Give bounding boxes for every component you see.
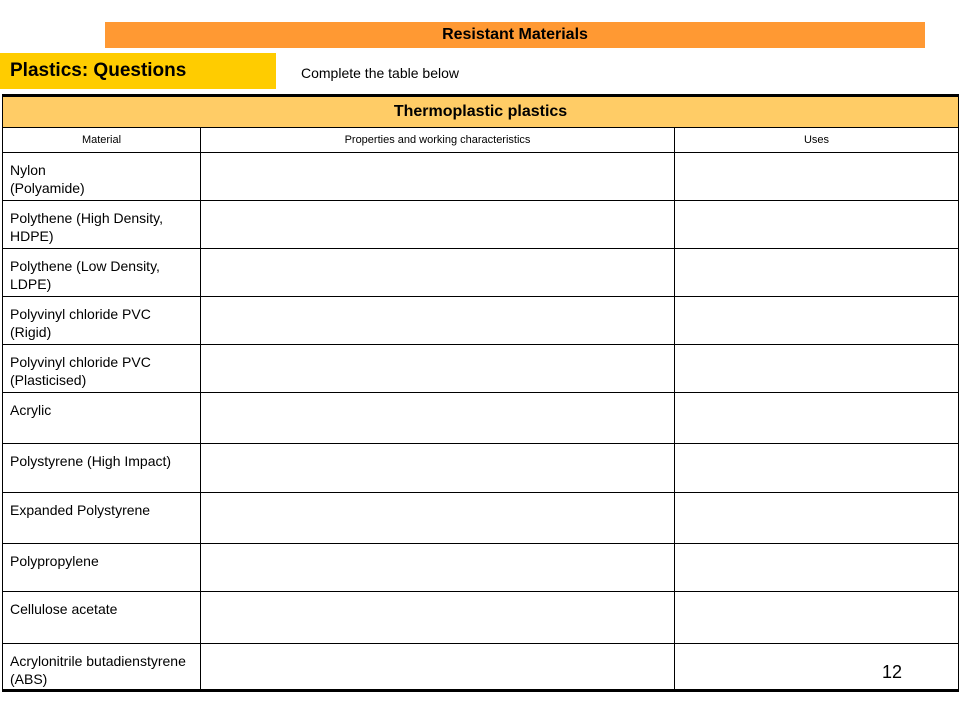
uses-cell[interactable] — [675, 297, 959, 345]
properties-cell[interactable] — [201, 493, 675, 544]
uses-cell[interactable] — [675, 201, 959, 249]
properties-cell[interactable] — [201, 644, 675, 691]
material-cell: Polypropylene — [3, 544, 201, 592]
material-cell: Expanded Polystyrene — [3, 493, 201, 544]
table-row — [3, 444, 959, 493]
table-row — [3, 201, 959, 249]
page-number: 12 — [882, 662, 903, 682]
material-cell: Polythene (High Density, HDPE) — [3, 201, 201, 249]
material-line: Nylon — [10, 162, 46, 178]
column-header-uses: Uses — [675, 128, 959, 153]
material-cell — [3, 153, 201, 201]
material-cell: Polystyrene (High Impact) — [3, 444, 201, 493]
properties-cell[interactable] — [201, 592, 675, 644]
table-row — [3, 153, 959, 201]
material-cell: Polyvinyl chloride PVC (Rigid) — [3, 297, 201, 345]
material-cell: Polyvinyl chloride PVC (Plasticised) — [3, 345, 201, 393]
banner-title: Resistant Materials — [105, 22, 925, 48]
column-header-material: Material — [3, 128, 201, 153]
table-row — [3, 345, 959, 393]
properties-cell[interactable] — [201, 249, 675, 297]
properties-cell[interactable] — [201, 444, 675, 493]
material-cell: Acrylonitrile butadienstyrene (ABS) — [3, 644, 201, 691]
table-row — [3, 544, 959, 592]
thermoplastics-table — [2, 94, 959, 692]
material-line: (Polyamide) — [10, 180, 85, 196]
properties-cell[interactable] — [201, 544, 675, 592]
material-cell: Polythene (Low Density, LDPE) — [3, 249, 201, 297]
uses-cell[interactable] — [675, 444, 959, 493]
material-cell: Acrylic — [3, 393, 201, 444]
column-header-properties: Properties and working characteristics — [201, 128, 675, 153]
table-title: Thermoplastic plastics — [3, 96, 959, 128]
uses-cell[interactable] — [675, 393, 959, 444]
properties-cell[interactable] — [201, 153, 675, 201]
material-cell: Cellulose acetate — [3, 592, 201, 644]
table-row — [3, 297, 959, 345]
table-row — [3, 393, 959, 444]
table-row — [3, 249, 959, 297]
properties-cell[interactable] — [201, 393, 675, 444]
uses-cell[interactable] — [675, 644, 959, 691]
table-row — [3, 644, 959, 691]
table-row — [3, 592, 959, 644]
page-title: Plastics: Questions — [0, 53, 276, 89]
uses-cell[interactable] — [675, 249, 959, 297]
table-row — [3, 493, 959, 544]
uses-cell[interactable] — [675, 592, 959, 644]
properties-cell[interactable] — [201, 345, 675, 393]
properties-cell[interactable] — [201, 201, 675, 249]
instruction-text: Complete the table below — [301, 65, 459, 81]
uses-cell[interactable] — [675, 493, 959, 544]
uses-cell[interactable] — [675, 153, 959, 201]
uses-cell[interactable] — [675, 544, 959, 592]
properties-cell[interactable] — [201, 297, 675, 345]
uses-cell[interactable] — [675, 345, 959, 393]
